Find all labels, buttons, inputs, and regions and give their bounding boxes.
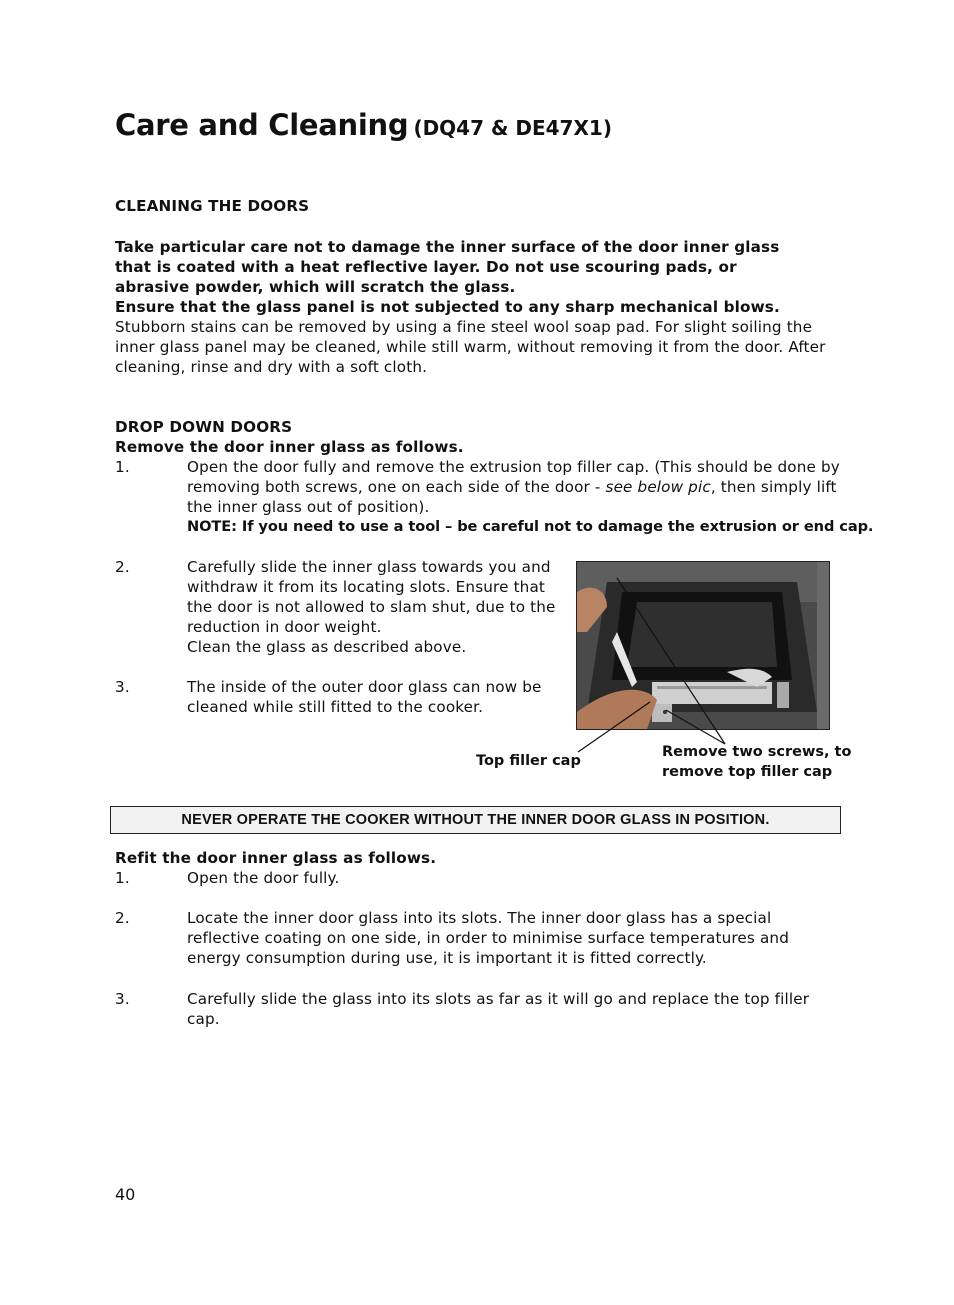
refit-subheading: Refit the door inner glass as follows. xyxy=(115,849,437,867)
step-number: 2. xyxy=(115,558,130,576)
section-heading-cleaning-doors: CLEANING THE DOORS xyxy=(115,197,310,215)
step-text: Carefully slide the glass into its slots as far as it will go and replace the top filler cap. xyxy=(187,990,810,1028)
step-text-part: , then simply lift the inner glass out of position). xyxy=(187,478,837,516)
remove-screws-label: Remove two screws, to remove top filler cap xyxy=(662,744,852,780)
step-text-part: Open the door fully and remove the extrusion top filler cap. (This should be done by removing both screws, one on each side of the door - xyxy=(187,458,840,496)
title-main: Care and Cleaning xyxy=(115,108,409,142)
step-text: The inside of the outer door glass can now be cleaned while still fitted to the cooker. xyxy=(187,678,542,716)
step-number: 1. xyxy=(115,869,130,887)
stain-removal-text: Stubborn stains can be removed by using a fine steel wool soap pad. For slight soiling the inner glass panel may be cleaned, while still warm, without removing it from the door. After cleaning, rinse and dry with a soft cloth. xyxy=(115,318,826,376)
tool-note: NOTE: If you need to use a tool – be careful not to damage the extrusion or end cap. xyxy=(187,518,874,535)
step-number: 3. xyxy=(115,990,130,1008)
step-text: Open the door fully. xyxy=(187,869,340,887)
remove-glass-subheading: Remove the door inner glass as follows. xyxy=(115,438,464,456)
title-models: (DQ47 & DE47X1) xyxy=(413,116,612,140)
page-number: 40 xyxy=(115,1185,136,1204)
step-text: Locate the inner door glass into its slots. The inner door glass has a special reflective coating on one side, in order to minimise surface temperatures and energy consumption during use, it is important it is fitted correctly. xyxy=(187,909,789,967)
step-number: 2. xyxy=(115,909,130,927)
section-heading-drop-down-doors: DROP DOWN DOORS xyxy=(115,418,293,436)
step-text: Carefully slide the inner glass towards you and withdraw it from its locating slots. Ensure that the door is not allowed to slam shut, due to the reduction in door weight. xyxy=(187,558,556,636)
see-below-pic-reference: see below pic xyxy=(605,478,711,496)
step-number: 1. xyxy=(115,458,130,476)
step-text: Clean the glass as described above. xyxy=(187,638,467,656)
glass-care-warning: Take particular care not to damage the inner surface of the door inner glass that is coated with a heat reflective layer. Do not use scouring pads, or abrasive powder, which will scratch the glass. xyxy=(115,238,780,296)
sharp-blow-warning: Ensure that the glass panel is not subjected to any sharp mechanical blows. xyxy=(115,298,780,316)
never-operate-warning: NEVER OPERATE THE COOKER WITHOUT THE INNER DOOR GLASS IN POSITION. xyxy=(110,806,841,834)
step-number: 3. xyxy=(115,678,130,696)
top-filler-cap-label: Top filler cap xyxy=(476,753,581,769)
